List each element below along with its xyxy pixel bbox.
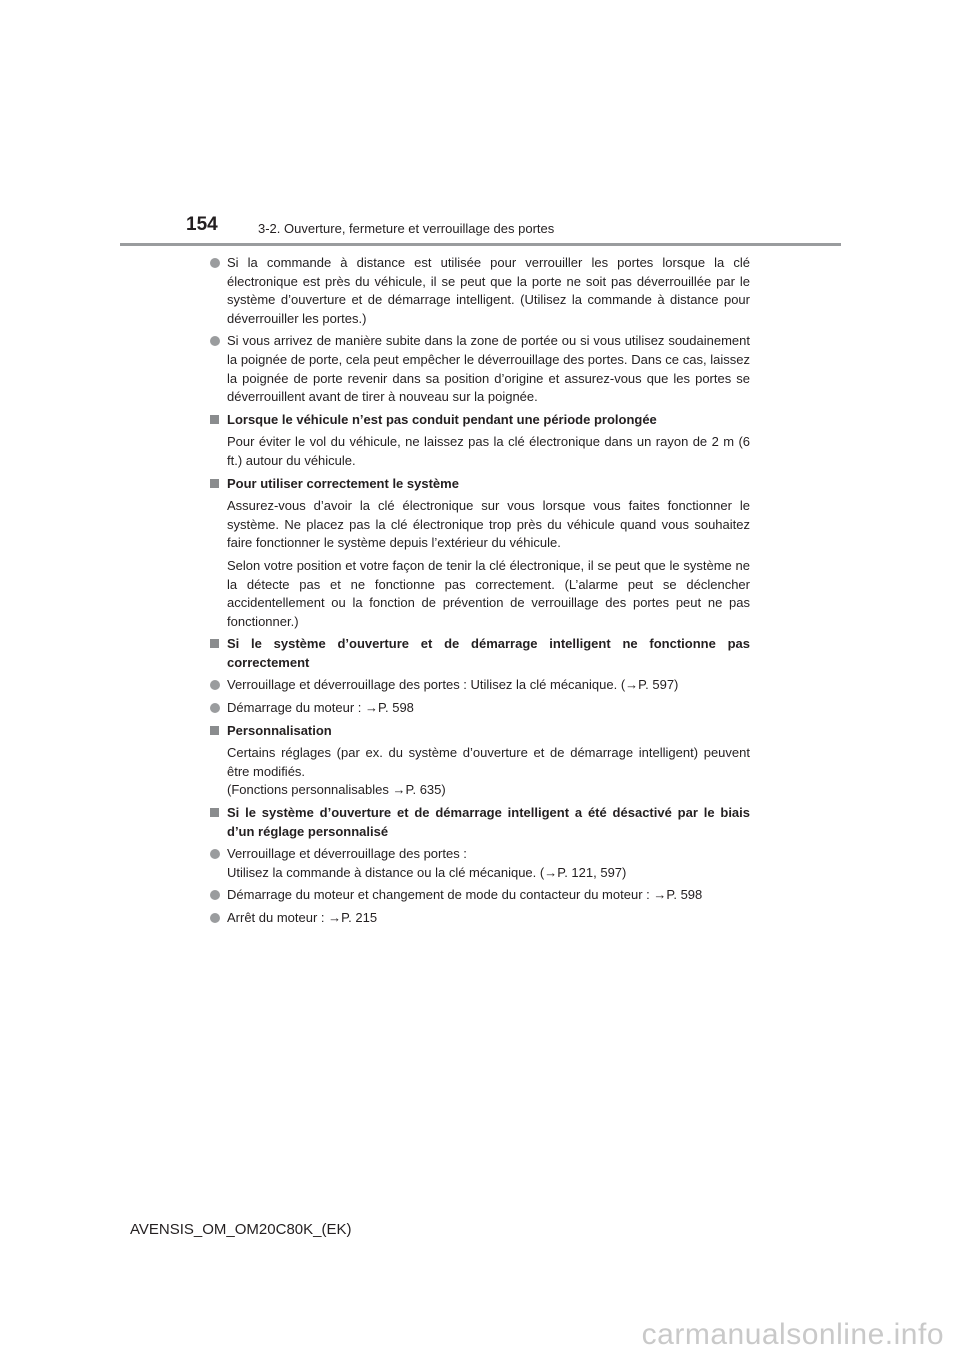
section-heading [210,804,750,841]
bullet-item [210,254,750,328]
square-bullet-icon [210,479,219,488]
bullet-icon [210,680,220,690]
watermark: carmanualsonline.info [641,1318,944,1351]
square-bullet-icon [210,415,219,424]
bullet-item [210,909,750,928]
bullet-item [210,676,750,695]
bullet-item [210,845,750,882]
heading-text: Si le système d’ouverture et de démarrage intelligent ne fonctionne pas correctement [227,636,750,670]
bullet-text: Si vous arrivez de manière subite dans la zone de portée ou si vous utilisez soudainement la poignée de porte, cela peut empêcher le déverrouillage des portes. Dans ce cas, laissez la poignée de porte revenir dans sa position d’origine et assurez-vous que les portes se déverrouillent avant de tirer à nouveau sur la poignée. [227,333,750,405]
bullet-text: Arrêt du moteur : →P. 215 [227,910,378,925]
heading-text: Lorsque le véhicule n’est pas conduit pendant une période prolongée [227,411,657,427]
section-heading [210,635,750,672]
bullet-text: Démarrage du moteur : →P. 598 [227,700,414,716]
bullet-icon [210,703,220,713]
page-content [210,254,750,932]
square-bullet-icon [210,808,219,817]
document-code: AVENSIS_OM_OM20C80K_(EK) [130,1221,352,1238]
section-heading [210,722,750,741]
bullet-text: Démarrage du moteur et changement de mode du contacteur du moteur : →P. 598 [227,887,703,903]
heading-text: Si le système d’ouverture et de démarrage intelligent a été désactivé par le biais d’un réglage personnalisé [227,805,750,839]
square-bullet-icon [210,726,219,735]
bullet-text: Verrouillage et déverrouillage des portes : [227,846,467,862]
bullet-item [210,886,750,905]
header-divider [120,243,841,246]
heading-text: Pour utiliser correctement le système [227,475,459,491]
bullet-text: Si la commande à distance est utilisée pour verrouiller les portes lorsque la clé électronique est près du véhicule, il se peut que la porte ne soit pas déverrouillée par le système d’ouverture et de démarrage intelligent. (Utilisez la commande à distance pour déverrouiller les portes.) [227,255,750,326]
square-bullet-icon [210,639,219,648]
bullet-item [210,699,750,718]
bullet-icon [210,336,220,346]
paragraph: Assurez-vous d’avoir la clé électronique sur vous lorsque vous faites fonctionner le système. Ne placez pas la clé électronique trop près du véhicule quand vous souhaitez faire fonctionner le système depuis l’extérieur du véhicule. [227,498,750,551]
paragraph: Certains réglages (par ex. du système d’ouverture et de démarrage intelligent) peuvent être modifiés. [227,745,750,779]
section-title: 3-2. Ouverture, fermeture et verrouillage des portes [258,221,555,236]
bullet-icon [210,890,220,900]
heading-text: Personnalisation [227,722,332,738]
paragraph: Pour éviter le vol du véhicule, ne laissez pas la clé électronique dans un rayon de 2 m (6 ft.) autour du véhicule. [227,434,750,468]
bullet-text-continued: Utilisez la commande à distance ou la clé mécanique. (→P. 121, 597) [227,864,627,880]
bullet-icon [210,258,220,268]
paragraph: Selon votre position et votre façon de tenir la clé électronique, il se peut que le système ne la détecte pas et ne fonctionne pas correctement. (L’alarme peut se déclencher accidentellement ou la fonction de prévention de verrouillage des portes peut ne pas fonctionner.) [227,557,750,629]
paragraph: (Fonctions personnalisables →P. 635) [227,782,446,798]
bullet-item [210,332,750,406]
page-number: 154 [186,214,218,235]
section-heading [210,411,750,430]
bullet-icon [210,913,220,923]
bullet-text: Verrouillage et déverrouillage des portes : Utilisez la clé mécanique. (→P. 597) [227,677,679,693]
section-heading [210,475,750,494]
bullet-icon [210,849,220,859]
